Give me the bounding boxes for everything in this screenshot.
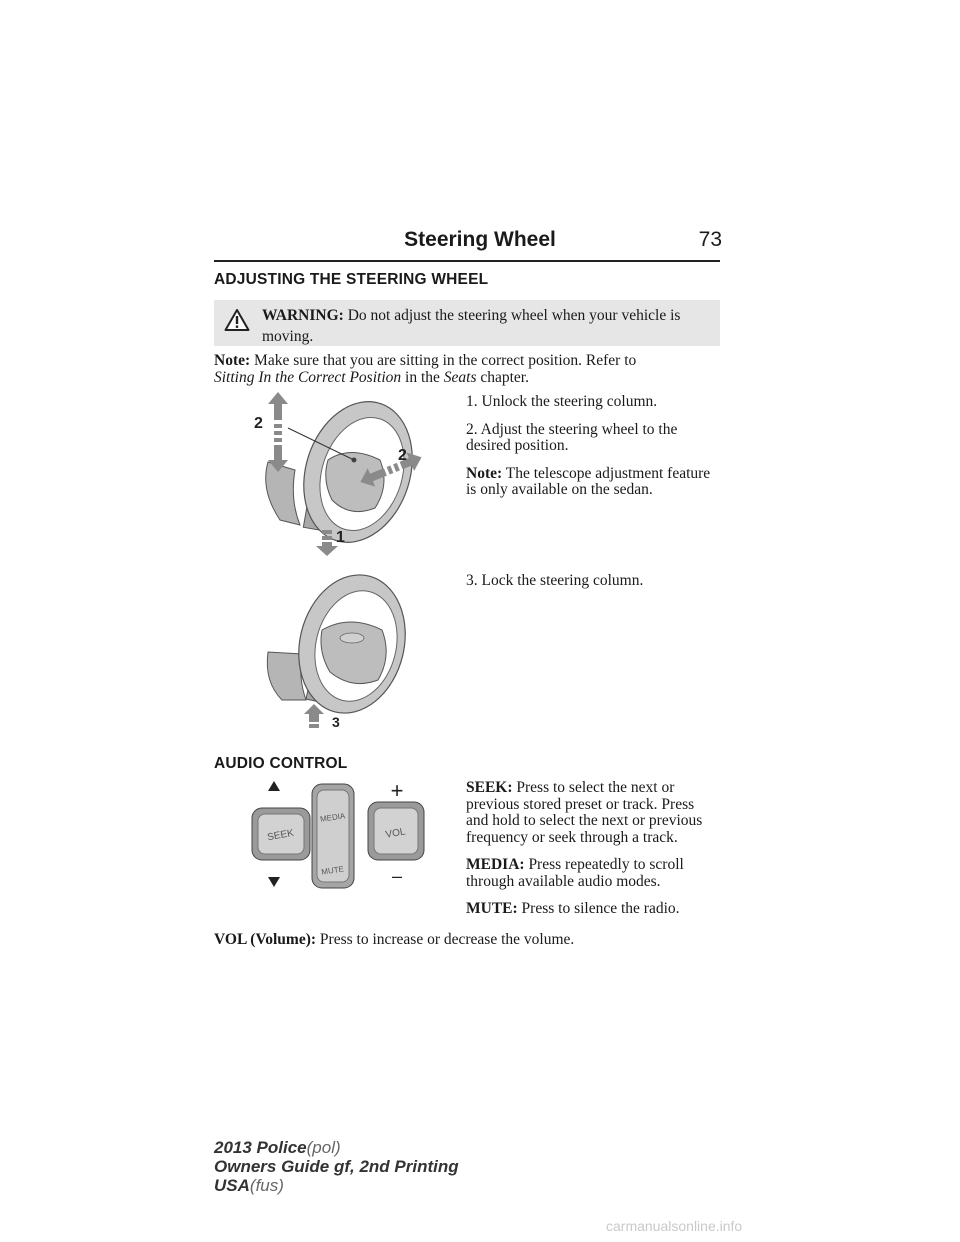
header-rule — [214, 260, 720, 262]
seek-up-icon — [268, 781, 280, 791]
section-heading-audio: AUDIO CONTROL — [214, 755, 348, 772]
seek-button-label: SEEK — [266, 827, 295, 844]
steering-lock-figure — [262, 572, 422, 732]
section-heading-adjusting: ADJUSTING THE STEERING WHEEL — [214, 271, 489, 288]
mute-description: MUTE: Press to silence the radio. — [466, 900, 680, 917]
warning-text: WARNING: Do not adjust the steering wheel when your vehicle is moving. — [262, 307, 681, 345]
seek-description: SEEK: Press to select the next or previous stored preset or track. Press and hold to select the next or previous frequency or seek through a track. — [466, 779, 703, 846]
page-title: Steering Wheel — [404, 228, 556, 251]
step-1: 1. Unlock the steering column. — [466, 393, 658, 410]
seek-down-icon — [268, 877, 280, 887]
steering-adjust-figure — [240, 390, 440, 560]
label-1-unlock: 1 — [336, 529, 345, 546]
media-description: MEDIA: Press repeatedly to scroll through available audio modes. — [466, 856, 684, 890]
label-2-telescope: 2 — [398, 447, 407, 464]
step-note: Note: The telescope adjustment feature is only available on the sedan. — [466, 464, 711, 498]
audio-controls-figure — [246, 778, 426, 898]
vol-button-label: VOL — [384, 826, 407, 841]
page-number: 73 — [698, 228, 722, 251]
audio-items — [466, 780, 720, 918]
label-3-lock: 3 — [332, 714, 340, 730]
label-2-vertical: 2 — [254, 415, 263, 432]
footer-edition: 2013 Police(pol) Owners Guide gf, 2nd Printing USA(fus) — [214, 1138, 459, 1195]
step-2: 2. Adjust the steering wheel to the desired position. — [466, 420, 678, 454]
minus-icon: – — [391, 866, 403, 886]
watermark: carmanualsonline.info — [606, 1218, 743, 1234]
vol-description: VOL (Volume): Press to increase or decrease the volume. — [214, 931, 575, 948]
note-seating: Note: Make sure that you are sitting in the correct position. Refer to Sitting In the Correct Position in the Seats chapter. — [214, 352, 637, 386]
mute-button-label: MUTE — [320, 864, 345, 877]
plus-icon: + — [390, 778, 404, 803]
step-3: 3. Lock the steering column. — [466, 572, 644, 589]
media-button-label: MEDIA — [319, 811, 346, 824]
steps-text — [466, 394, 720, 499]
warning-triangle-icon — [224, 308, 250, 332]
